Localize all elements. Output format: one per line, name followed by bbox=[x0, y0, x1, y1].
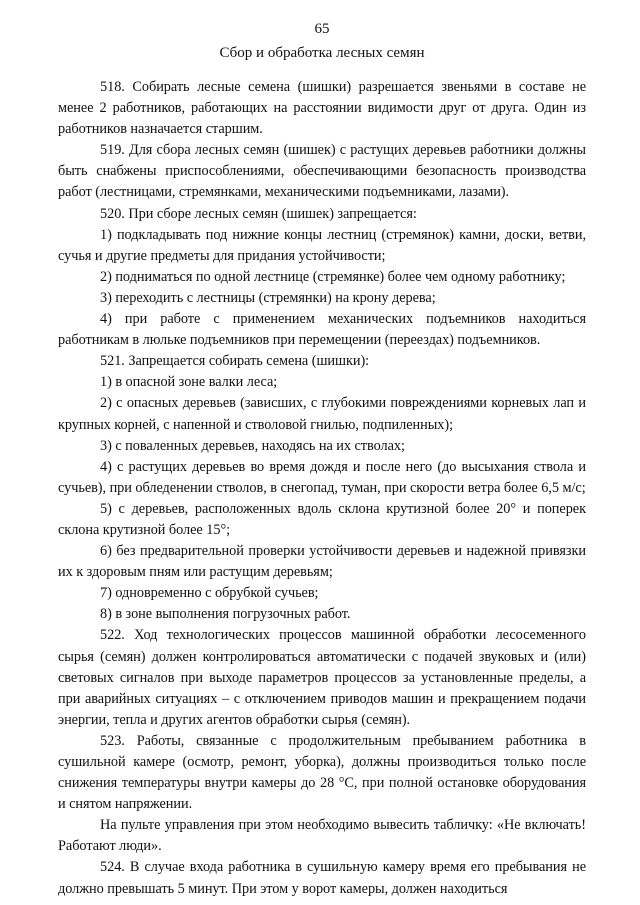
page-number: 65 bbox=[314, 21, 330, 37]
list-item: 3) с поваленных деревьев, находясь на их стволах; bbox=[100, 437, 405, 454]
paragraph: 524. В случае входа работника в сушильную камеру время его пребывания не должно превышать 5 минут. При этом у ворот камеры, должен находиться bbox=[58, 859, 586, 897]
paragraph: 521. Запрещается собирать семена (шишки): bbox=[100, 353, 370, 370]
paragraph: 523. Работы, связанные с продолжительным пребыванием работника в сушильной камере (осмотр, ремонт, уборка), должны производиться только после снижения температуры внутри камеры до 28 °С, при полной остановке оборудования и снятом напряжении. bbox=[58, 732, 586, 813]
list-item: 1) в опасной зоне валки леса; bbox=[100, 374, 278, 391]
list-item: 3) переходить с лестницы (стремянки) на крону дерева; bbox=[100, 289, 436, 306]
list-item: 7) одновременно с обрубкой сучьев; bbox=[100, 585, 319, 602]
paragraph: 519. Для сбора лесных семян (шишек) с растущих деревьев работники должны быть снабжены приспособлениями, обеспечивающими безопасность производства работ (лестницами, стремянками, механическими подъемниками, лазами). bbox=[58, 142, 586, 201]
list-item: 5) с деревьев, расположенных вдоль склона крутизной более 20° и поперек склона крутизной более 15°; bbox=[58, 500, 586, 538]
list-item: 4) при работе с применением механических подъемников находиться работникам в люльке подъемников при перемещении (переездах) подъемников. bbox=[58, 311, 586, 349]
list-item: 4) с растущих деревьев во время дождя и после него (до высыхания ствола и сучьев), при обледенении стволов, в снегопад, туман, при скорости ветра более 6,5 м/с; bbox=[58, 458, 586, 496]
body-text bbox=[58, 77, 586, 900]
list-item: 1) подкладывать под нижние концы лестниц (стремянок) камни, доски, ветви, сучья и другие предметы для придания устойчивости; bbox=[58, 226, 586, 264]
list-item: 8) в зоне выполнения погрузочных работ. bbox=[100, 606, 351, 623]
paragraph: На пульте управления при этом необходимо вывесить табличку: «Не включать! Работают люди». bbox=[58, 817, 586, 855]
list-item: 6) без предварительной проверки устойчивости деревьев и надежной привязки их к здоровым пням или растущим деревьям; bbox=[58, 543, 586, 581]
list-item: 2) подниматься по одной лестнице (стремянке) более чем одному работнику; bbox=[100, 268, 566, 285]
paragraph: 520. При сборе лесных семян (шишек) запрещается: bbox=[100, 205, 417, 222]
paragraph: 518. Собирать лесные семена (шишки) разрешается звеньями в составе не менее 2 работников, работающих на расстоянии видимости друг от друга. Один из работников назначается старшим. bbox=[58, 79, 586, 138]
list-item: 2) с опасных деревьев (зависших, с глубокими повреждениями корневых лап и крупных корней, с напенной и стволовой гнилью, подпиленных); bbox=[58, 395, 586, 433]
section-title: Сбор и обработка лесных семян bbox=[219, 45, 425, 61]
paragraph: 522. Ход технологических процессов машинной обработки лесосеменного сырья (семян) должен контролироваться автоматически с подачей звуковых и (или) световых сигналов при выходе параметров процессов за установленные пределы, а при аварийных ситуациях – с отключением приводов машин и прекращением подачи энергии, тепла и других агентов обработки сырья (семян). bbox=[58, 627, 586, 728]
